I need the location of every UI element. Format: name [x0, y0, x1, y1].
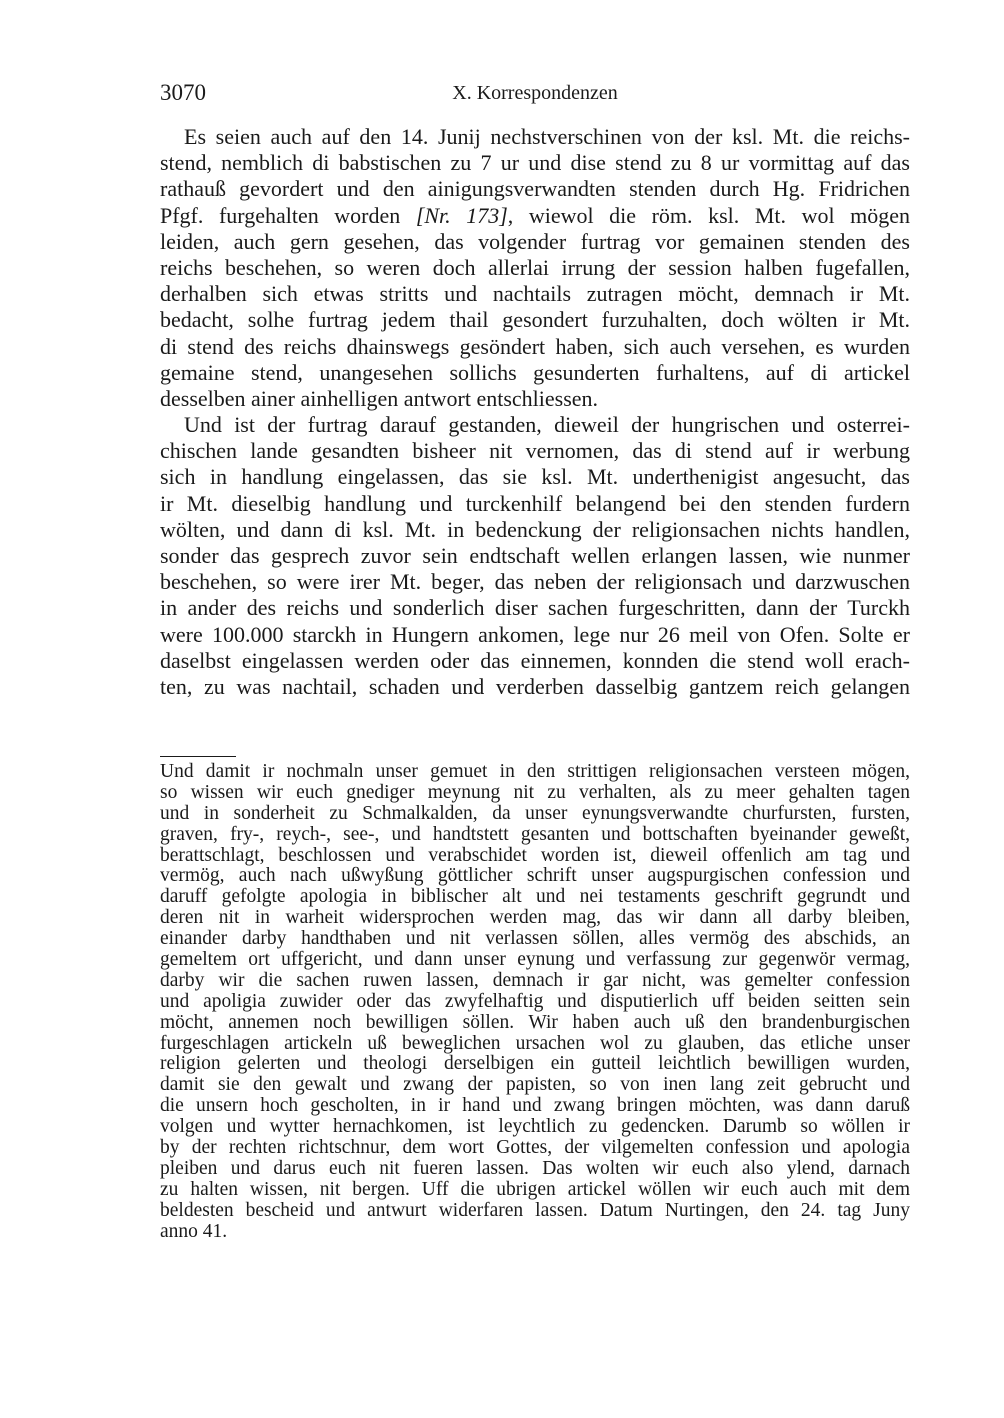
text-line: sich in handlung eingelassen, das sie ksl. Mt. underthenigist angesucht, das: [160, 464, 910, 490]
text-line: reichs beschehen, so weren doch allerlai irrung der session halben fugefallen,: [160, 254, 910, 280]
text-line: ir Mt. dieselbig handlung und turckenhilf belangend bei den stenden furdern: [160, 490, 910, 516]
text-line: beschehen, so were irer Mt. beger, das neben der religionsach und darzwuschen: [160, 569, 910, 595]
text-line: sonder das gesprech zuvor sein endtschaft wellen erlangen lassen, wie nunmer: [160, 543, 910, 568]
footnote-line: beldesten bescheid und antwurt widerfaren lassen. Datum Nurtingen, den 24. tag Juny: [160, 1199, 910, 1221]
footnote-line: graven, fry-, reych-, see-, und handtstett gesanten und bottschaften byeinander geweßt,: [160, 823, 910, 845]
footnote-line: deren nit in warheit widersprochen werden mag, das wir dann all darby bleiben,: [160, 907, 910, 929]
document-reference: [Nr. 173]: [415, 202, 508, 228]
page-header: [160, 78, 910, 108]
footnote-line: gemeltem ort uffgericht, und dann unser eynung und verfassung zur gegenwör vermag,: [160, 949, 910, 971]
text-line: chischen lande gesandten bisheer nit vernomen, das di stend auf ir werbung: [160, 438, 910, 464]
page-number: 3070: [160, 80, 206, 105]
footnote-line: Und damit ir nochmaln unser gemuet in den strittigen religionsachen versteen mögen,: [160, 761, 910, 782]
text-line: daselbst eingelassen werden oder das einnemen, konnden die stend woll erach-: [160, 647, 910, 673]
text-line: Es seien auch auf den 14. Junij nechstverschinen von der ksl. Mt. die reichs-: [184, 124, 910, 149]
line-text: Pfgf. furgehalten worden: [160, 202, 416, 228]
text-line: leiden, auch gern gesehen, das volgender furtrag vor gemainen stenden des: [160, 228, 910, 254]
paragraph-2: [160, 412, 910, 700]
footnote-line: daruff gefolgte apologia in biblischer alt und nei testaments geschrift gegrundt und: [160, 886, 910, 908]
text-line: di stend des reichs dhainswegs gesöndert haben, sich auch versehen, es wurden: [160, 333, 910, 359]
text-line: derhalben sich etwas stritts und nachtails zutragen möcht, demnach ir Mt.: [160, 281, 910, 307]
footnote-line: zu halten wissen, nit bergen. Uff die ubrigen artickel wöllen wir euch auch mit dem: [160, 1178, 910, 1200]
footnote-line: damit sie den gewalt und zwang der papisten, so von inen lang zeit gebrucht und: [160, 1074, 910, 1096]
text-line: ten, zu was nachtail, schaden und verderben dasselbig gantzem reich gelangen: [160, 673, 910, 699]
text-line: Und ist der furtrag darauf gestanden, dieweil der hungrischen und osterrei-: [184, 412, 910, 438]
footnote-line: anno 41.: [160, 1220, 228, 1242]
footnote-line: volgen und wytter hernachkomen, ist leychtlich zu gedencken. Darumb so wöllen ir: [160, 1116, 910, 1138]
text-line: bedacht, solhe furtrag jedem thail gesondert furzuhalten, doch wölten ir Mt.: [160, 307, 910, 333]
footnote-separator: [160, 756, 236, 757]
footnote-line: so wissen wir euch gnediger meynung nit zu verhalten, als zu meer gehalten tagen: [160, 781, 910, 803]
footnote-line: möcht, annemen noch bewilligen söllen. Wir haben auch uß den brandenburgischen: [160, 1011, 910, 1033]
text-line: in ander des reichs und sonderlich diser sachen furgeschritten, dann der Turckh: [160, 595, 910, 621]
text-line: rathauß gevordert und den ainigungsverwandten stenden durch Hg. Fridrichen: [160, 176, 910, 202]
footnote-line: religion gelerten und theologi derselbigen ein gutteil leichtlich bewilligen wurden,: [160, 1053, 910, 1075]
text-line-with-reference: [160, 203, 910, 229]
footnote-line: die unsern hoch gescholten, in ir hand und zwang bringen möchten, was dann daruß: [160, 1095, 910, 1117]
footnote-line: vermög, auch nach ußwyßung göttlicher schrift unser augspurgischen confession und: [160, 865, 910, 887]
text-line: wölten, und dann di ksl. Mt. in bedenckung der religionsachen nichts handlen,: [160, 516, 910, 542]
footnote-line: pleiben und darus euch nit fueren lassen. Das wolten wir euch also ylend, darnach: [160, 1157, 910, 1179]
footnote-line: darby wir die sachen ruwen lassen, demnach ir gar nicht, was gemelter confession: [160, 969, 910, 991]
footnote-line: und in sonderheit zu Schmalkalden, da unser eynungsverwandte churfursten, fursten,: [160, 802, 910, 824]
footnote: [160, 762, 910, 1242]
running-head: X. Korrespondenzen: [452, 82, 618, 104]
text-line: stend, nemblich di babstischen zu 7 ur und dise stend zu 8 ur vormittag auf das: [160, 150, 910, 176]
footnote-line: und apoligia zuwider oder das zwyfelhaftig und disputierlich uff beiden seitten sein: [160, 990, 910, 1012]
text-line: were 100.000 starckh in Hungern ankomen, lege nur 26 meil von Ofen. Solte er: [160, 621, 910, 647]
footnote-line: furgeschlagen artickeln uß beweglichen ursachen wol zu glauben, das etliche unser: [160, 1032, 910, 1054]
footnote-line: einander darby handthaben und nit verlassen söllen, alles vermög des abschids, an: [160, 928, 910, 950]
footnote-line: by der rechten richtschnur, dem wort Gottes, der vilgemelten confession und apologia: [160, 1137, 910, 1159]
line-text: , wiewol die röm. ksl. Mt. wol mögen: [507, 202, 910, 228]
paragraph-1: [160, 124, 910, 412]
footnote-line: berattschlagt, beschlossen und verabschidet worden ist, dieweil offenlich am tag und: [160, 844, 910, 866]
text-line: gemaine stend, unangesehen sollichs gesunderten furhaltens, auf di artickel: [160, 359, 910, 385]
text-line: desselben ainer ainhelligen antwort entschliessen.: [160, 385, 599, 411]
main-text: [160, 124, 910, 700]
